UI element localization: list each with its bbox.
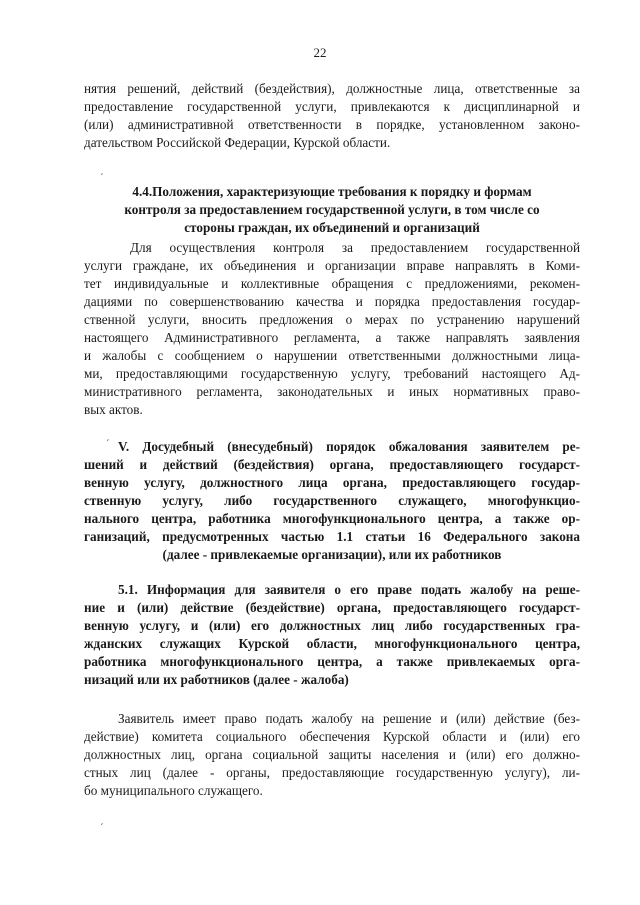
heading-line: 5.1. Информация для заявителя о его праве подать жалобу на реше- [118, 582, 580, 597]
page-number: 22 [313, 45, 327, 60]
heading-5-1 [84, 581, 580, 689]
text-line: и жалобы с сообщением о нарушении ответственными должностными лица- [84, 348, 580, 363]
text-line: тет индивидуальные и коллективные обращения с предложениями, рекомен- [84, 276, 580, 291]
heading-line: (далее - привлекаемые организации), или их работников [162, 547, 502, 562]
scan-mark: ˊ [106, 438, 110, 450]
text-line: предоставление государственной услуги, привлекаются к дисциплинарной и [84, 99, 580, 114]
heading-line: контроля за предоставлением государственной услуги, в том числе со [124, 202, 540, 217]
text-line: услуги граждане, их объединения и организации вправе направлять в Коми- [84, 258, 580, 273]
text-line: настоящего Административного регламента, а также направлять заявления [84, 330, 580, 345]
heading-line: работника многофункционального центра, а также привлекаемых орга- [84, 654, 580, 669]
text-line: ми, предоставляющими государственную услугу, требований настоящего Ад- [84, 366, 580, 381]
heading-line: ственную услугу, либо государственного служащего, многофункцио- [84, 493, 580, 508]
text-line: бо муниципального служащего. [84, 783, 263, 798]
text-line: должностных лиц, органа социальной защиты населения и (или) его должно- [84, 747, 580, 762]
heading-4-4 [96, 183, 568, 237]
text-line: вых актов. [84, 402, 143, 417]
text-line: (или) административной ответственности в порядке, установленном законо- [84, 117, 580, 132]
text-line: действие) комитета социального обеспечения Курской области и (или) его [84, 729, 580, 744]
text-line: Заявитель имеет право подать жалобу на решение и (или) действие (без- [118, 711, 580, 726]
text-line: ственной услуги, вносить предложения о мерах по устранению нарушений [84, 312, 580, 327]
heading-line: жданских служащих Курской области, многофункционального центра, [84, 636, 580, 651]
text-line: дательством Российской Федерации, Курской области. [84, 135, 391, 150]
text-line: министративного регламента, законодательных и иных нормативных право- [84, 384, 580, 399]
paragraph-4-4 [84, 239, 580, 419]
heading-line: нального центра, работника многофункционального центра, а также ор- [84, 511, 580, 526]
heading-line: венную услугу, и (или) его должностных лиц либо государственных гра- [84, 618, 580, 633]
heading-line: ние и (или) действие (бездействие) органа, предоставляющего государст- [84, 600, 580, 615]
text-line: Для осуществления контроля за предоставлением государственной [130, 240, 580, 255]
heading-line: ганизаций, предусмотренных частью 1.1 статьи 16 Федерального закона [84, 529, 580, 544]
heading-v [84, 438, 580, 564]
heading-line: 4.4.Положения, характеризующие требования к порядку и формам [132, 184, 532, 199]
paragraph-intro [84, 80, 580, 152]
heading-line: стороны граждан, их объединений и организаций [184, 220, 480, 235]
text-line: стных лиц (далее - органы, предоставляющие государственную услугу), ли- [84, 765, 580, 780]
text-line: нятия решений, действий (бездействия), должностные лица, ответственные за [84, 81, 580, 96]
heading-line: шений и действий (бездействия) органа, предоставляющего государст- [84, 457, 580, 472]
text-line: дациями по совершенствованию качества и порядка предоставления государ- [84, 294, 580, 309]
heading-line: V. Досудебный (внесудебный) порядок обжалования заявителем ре- [118, 439, 580, 454]
scan-mark: ˊ [100, 822, 104, 834]
heading-line: низаций или их работников (далее - жалоба) [84, 672, 349, 687]
heading-line: венную услугу, должностного лица органа, предоставляющего государ- [84, 475, 580, 490]
scan-mark: ˊ [100, 172, 104, 184]
paragraph-5-1 [84, 710, 580, 800]
